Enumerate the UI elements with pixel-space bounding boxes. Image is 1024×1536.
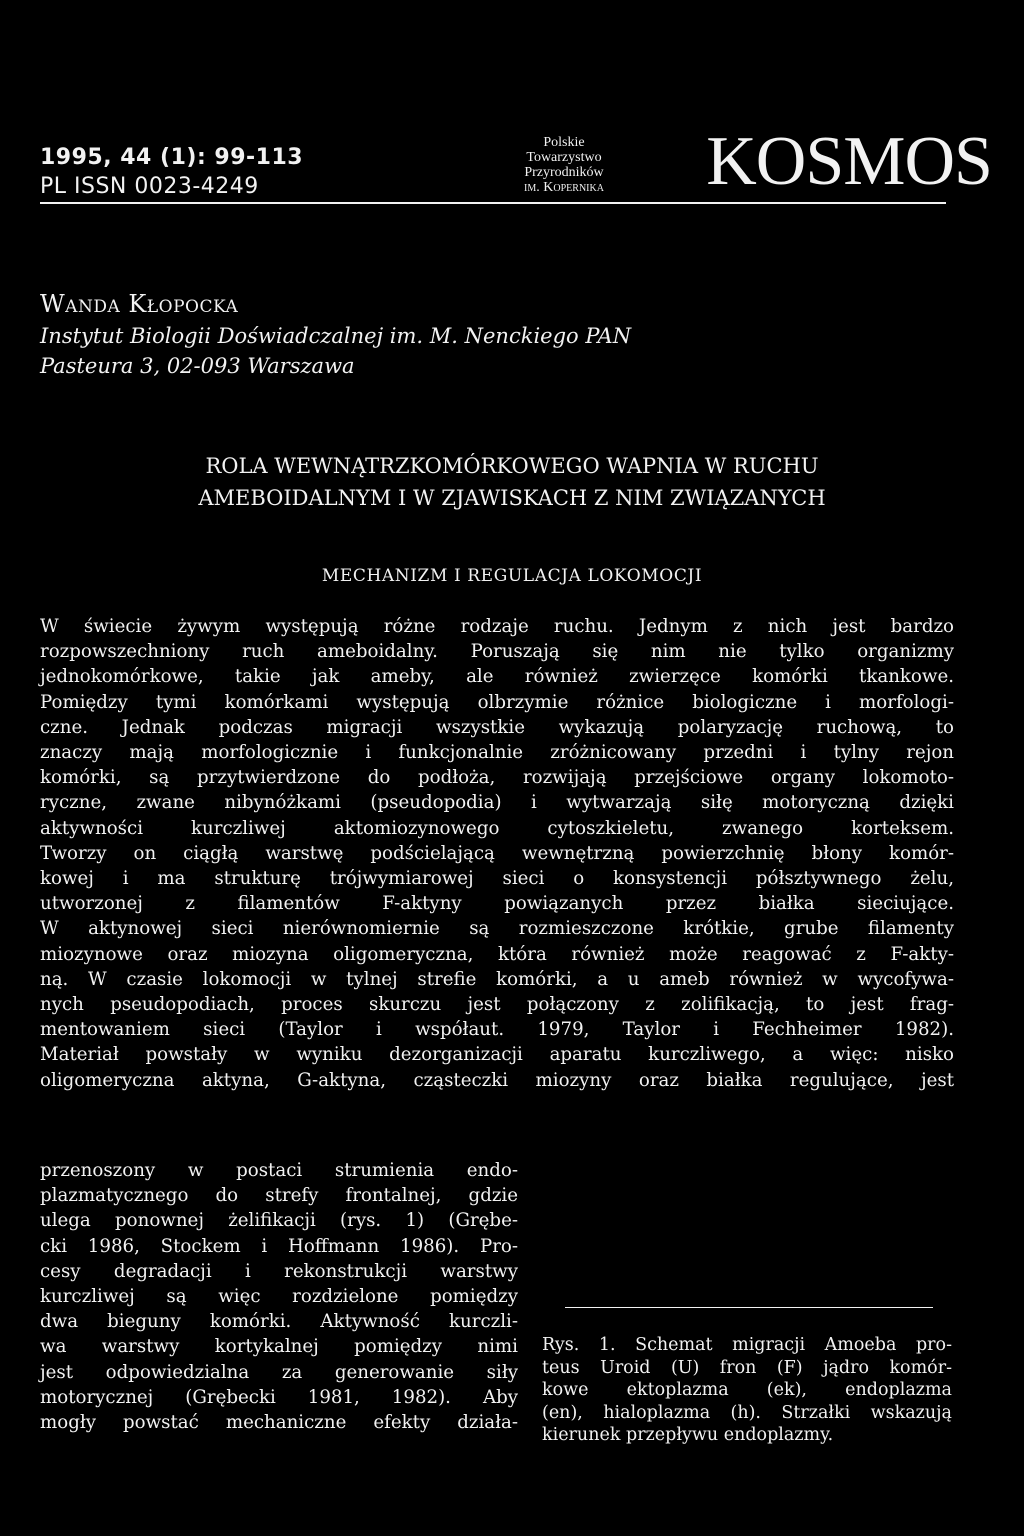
caption-line: kierunek przepływu endoplazmy. xyxy=(542,1425,834,1445)
figure-rule xyxy=(565,1307,933,1308)
article-title-line-2: AMEBOIDALNYM I W ZJAWISKACH Z NIM ZWIĄZANYCH xyxy=(198,486,826,510)
body-paragraph xyxy=(40,614,954,1093)
column-line: cesy degradacji i rekonstrukcji warstwy xyxy=(40,1260,518,1282)
caption-line: (en), hialoplazma (h). Strzałki wskazują xyxy=(542,1402,952,1423)
society-logo-text xyxy=(508,135,620,195)
article-title-line-1: ROLA WEWNĄTRZKOMÓRKOWEGO WAPNIA W RUCHU xyxy=(205,454,819,478)
body-column xyxy=(40,1158,518,1435)
body-line: rozpowszechniony ruch ameboidalny. Poruszają się nim nie tylko organizmy xyxy=(40,641,954,663)
society-line-1: Polskie xyxy=(543,135,585,150)
body-line: oligomeryczna aktyna, G-aktyna, cząsteczki miozyny oraz białka regulujące, jest xyxy=(40,1069,954,1091)
body-line: ną. W czasie lokomocji w tylnej strefie komórki, a u ameb również w wycofywa- xyxy=(40,968,954,990)
column-line: mogły powstać mechaniczne efekty działa- xyxy=(40,1412,518,1434)
body-line: W świecie żywym występują różne rodzaje ruchu. Jednym z nich jest bardzo xyxy=(40,616,954,637)
column-line: motorycznej (Grębecki 1981, 1982). Aby xyxy=(40,1386,518,1408)
caption-line: Rys. 1. Schemat migracji Amoeba pro- xyxy=(542,1335,952,1355)
column-line: cki 1986, Stockem i Hoffmann 1986). Pro- xyxy=(40,1235,518,1257)
body-line: kowej i ma strukturę trójwymiarowej sieci o konsystencji półsztywnego żelu, xyxy=(40,868,954,890)
society-line-2: Towarzystwo xyxy=(526,150,602,165)
body-line: Pomiędzy tymi komórkami występują olbrzymie różnice biologiczne i morfologi- xyxy=(40,691,954,713)
body-line: czne. Jednak podczas migracji wszystkie wykazują polaryzację ruchową, to xyxy=(40,716,954,738)
body-line: miozynowe oraz miozyna oligomeryczna, która również może reagować z F-akty- xyxy=(40,943,954,965)
body-line: jednokomórkowe, takie jak ameby, ale również zwierzęce komórki tkankowe. xyxy=(40,666,954,688)
journal-volume-pages: 1995, 44 (1): 99-113 xyxy=(40,145,304,170)
body-line: mentowaniem sieci (Taylor i współaut. 1979, Taylor i Fechheimer 1982). xyxy=(40,1019,954,1041)
section-title: MECHANIZM I REGULACJA LOKOMOCJI xyxy=(321,566,703,586)
caption-line: kowe ektoplazma (ek), endoplazma xyxy=(542,1380,952,1400)
body-line: nych pseudopodiach, proces skurczu jest połączony z zolifikacją, to jest frag- xyxy=(40,994,954,1016)
journal-citation xyxy=(40,143,303,201)
column-line: jest odpowiedzialna za generowanie siły xyxy=(40,1361,518,1383)
body-line: ryczne, zwane nibynóżkami (pseudopodia) i wytwarzają siłę motoryczną dzięki xyxy=(40,792,954,814)
column-line: ulega ponownej żelifikacji (rys. 1) (Grębe- xyxy=(40,1210,518,1232)
journal-issn: PL ISSN 0023-4249 xyxy=(40,174,259,199)
body-line: Tworzy on ciągłą warstwę podścielającą wewnętrzną powierzchnię błony komór- xyxy=(40,842,954,864)
body-line: znaczy mają morfologicznie i funkcjonalnie zróżnicowany przedni i tylny rejon xyxy=(40,742,954,764)
column-line: dwa bieguny komórki. Aktywność kurczli- xyxy=(40,1311,518,1333)
column-line: przenoszony w postaci strumienia endo- xyxy=(40,1160,518,1181)
author-name: Wanda Kłopocka xyxy=(40,290,239,318)
body-line: utworzonej z filamentów F-aktyny powiązanych przez białka sieciujące. xyxy=(40,893,954,915)
column-line: wa warstwy kortykalnej pomiędzy nimi xyxy=(40,1336,518,1358)
caption-line: teus Uroid (U) fron (F) jądro komór- xyxy=(542,1357,952,1378)
column-line: kurczliwej są więc rozdzielone pomiędzy xyxy=(40,1286,518,1308)
journal-name: KOSMOS xyxy=(706,123,992,200)
society-line-3: Przyrodników xyxy=(524,165,604,180)
body-line: aktywności kurczliwej aktomiozynowego cytoszkieletu, zwanego korteksem. xyxy=(40,817,954,839)
header-rule xyxy=(40,202,946,204)
body-line: komórki, są przytwierdzone do podłoża, rozwijają przejściowe organy lokomoto- xyxy=(40,767,954,789)
column-line: plazmatycznego do strefy frontalnej, gdzie xyxy=(40,1185,518,1207)
society-line-4: im. Kopernika xyxy=(524,180,604,195)
body-line: Materiał powstały w wyniku dezorganizacji aparatu kurczliwego, a więc: nisko xyxy=(40,1044,954,1066)
figure-caption xyxy=(542,1334,952,1447)
author-affiliation-institute: Instytut Biologii Doświadczalnej im. M. Nenckiego PAN xyxy=(40,324,632,348)
body-line: W aktynowej sieci nierównomiernie są rozmieszczone krótkie, grube filamenty xyxy=(40,918,954,940)
author-affiliation-address: Pasteura 3, 02-093 Warszawa xyxy=(40,354,355,378)
